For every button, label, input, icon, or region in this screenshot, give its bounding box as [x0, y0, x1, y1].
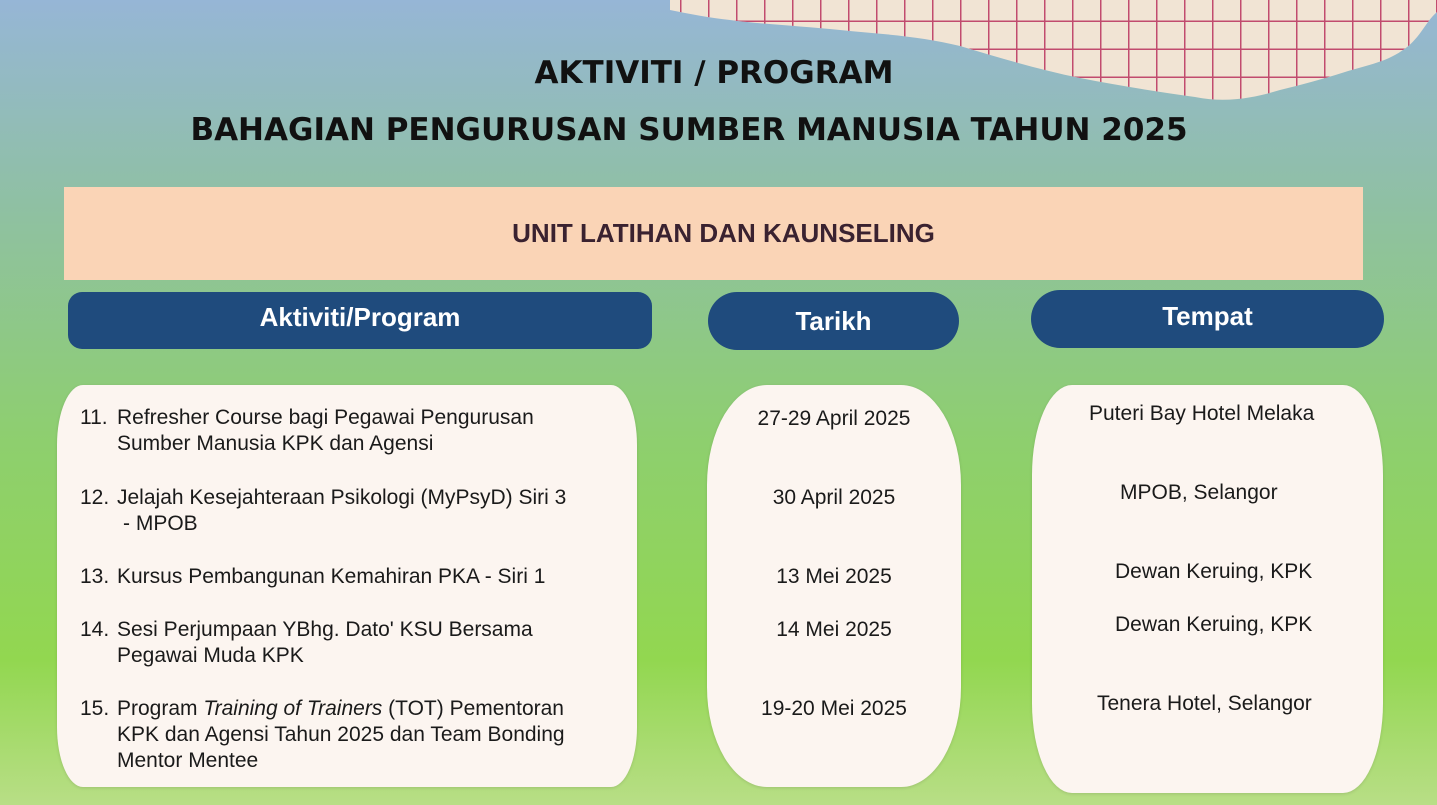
place-item: Dewan Keruing, KPK [1115, 613, 1313, 636]
program-text: Program [117, 697, 204, 720]
place-item: MPOB, Selangor [1120, 481, 1278, 504]
program-number: 11. [80, 406, 108, 429]
date-item: 14 Mei 2025 [776, 618, 892, 641]
page-title: AKTIVITI / PROGRAM [534, 55, 894, 91]
program-text: KPK dan Agensi Tahun 2025 dan Team Bonding [117, 723, 565, 746]
column-header-tempat [1031, 290, 1384, 348]
date-item: 13 Mei 2025 [776, 565, 892, 588]
date-item: 30 April 2025 [772, 486, 896, 509]
place-item: Puteri Bay Hotel Melaka [1089, 402, 1315, 425]
program-item-12 [80, 485, 620, 537]
program-text: Sesi Perjumpaan YBhg. Dato' KSU Bersama [117, 618, 533, 641]
place-item: Tenera Hotel, Selangor [1097, 692, 1312, 715]
program-item-14 [80, 617, 620, 669]
column-header-program [68, 292, 652, 349]
unit-label: UNIT LATIHAN DAN KAUNSELING [512, 218, 935, 248]
program-item-11 [80, 405, 620, 457]
program-text: Mentor Mentee [117, 749, 259, 772]
place-card [1032, 385, 1383, 793]
program-number: 12. [80, 486, 110, 509]
column-header-tarikh [708, 292, 959, 350]
place-item: Dewan Keruing, KPK [1115, 560, 1313, 583]
program-text: Jelajah Kesejahteraan Psikologi (MyPsyD) Siri 3 [117, 486, 567, 509]
program-text: Sumber Manusia KPK dan Agensi [117, 432, 434, 455]
date-item: 19-20 Mei 2025 [761, 697, 907, 720]
program-number: 15. [80, 697, 110, 720]
program-text: (TOT) Pementoran [382, 697, 564, 720]
program-item-13 [80, 564, 620, 590]
date-item: 27-29 April 2025 [757, 407, 911, 430]
program-text: - MPOB [123, 512, 198, 535]
column-header-program-label: Aktiviti/Program [259, 302, 461, 332]
program-text: Refresher Course bagi Pegawai Pengurusan [117, 406, 534, 429]
program-text: Kursus Pembangunan Kemahiran PKA - Siri 1 [117, 565, 546, 588]
column-header-tarikh-label: Tarikh [795, 305, 872, 336]
program-text-italic: Training of Trainers [203, 697, 383, 720]
program-number: 14. [80, 618, 110, 641]
unit-banner [64, 187, 1363, 280]
page-subtitle: BAHAGIAN PENGURUSAN SUMBER MANUSIA TAHUN 2025 [190, 112, 1188, 148]
program-number: 13. [80, 565, 110, 588]
program-text: Pegawai Muda KPK [117, 644, 304, 667]
column-header-tempat-label: Tempat [1162, 300, 1253, 331]
program-item-15 [80, 696, 620, 774]
